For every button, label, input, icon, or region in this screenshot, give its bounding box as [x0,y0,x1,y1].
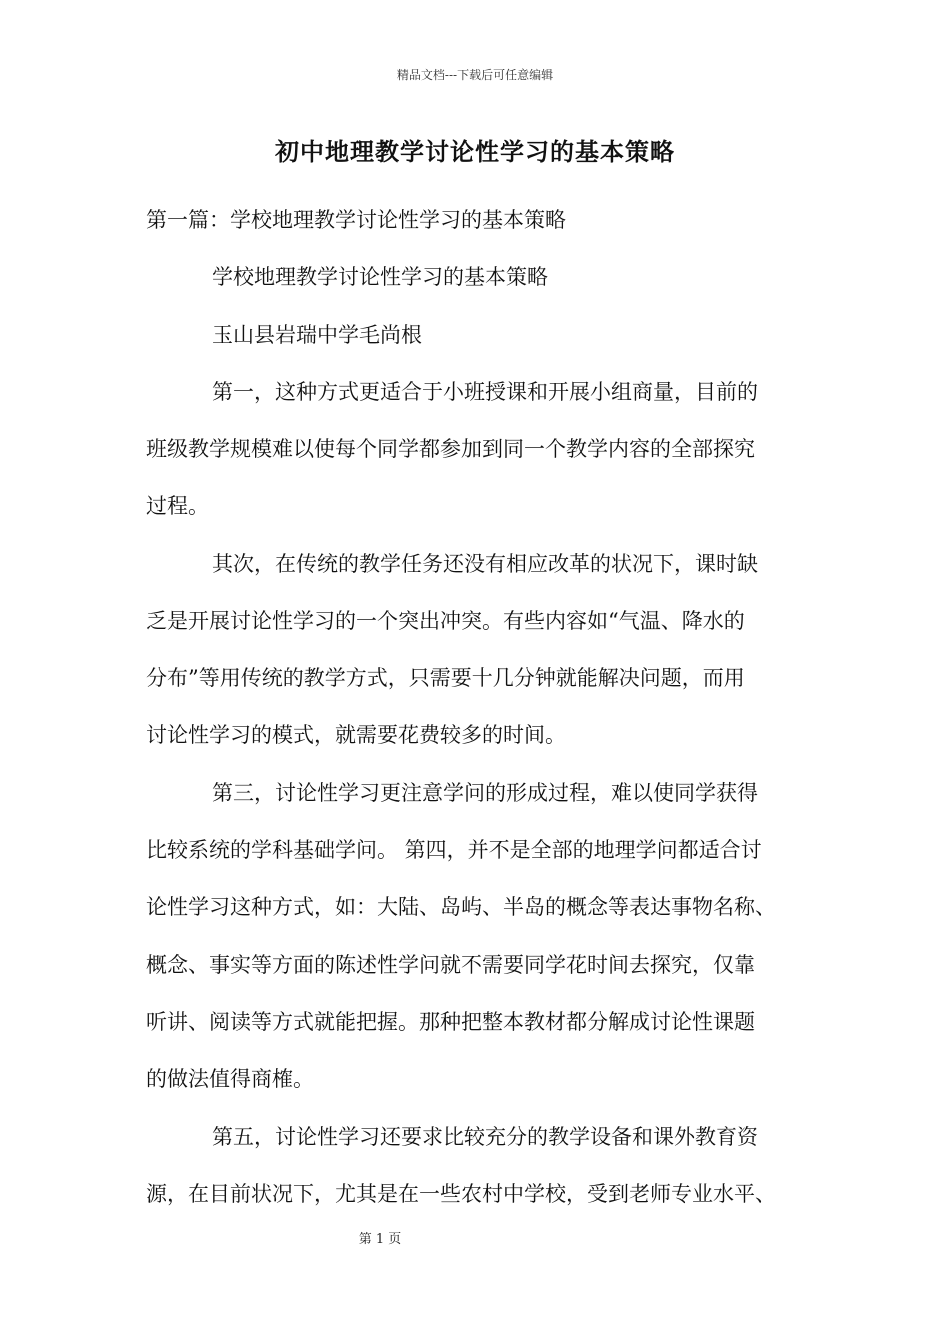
paragraph-line: 讨论性学习的模式，就需要花费较多的时间。 [146,723,566,747]
section-heading: 第一篇：学校地理教学讨论性学习的基本策略 [146,208,566,232]
page-number: 第 1 页 [358,1232,402,1247]
paragraph-line: 过程。 [146,494,209,518]
paragraph-line: 论性学习这种方式，如：大陆、岛屿、半岛的概念等表达事物名称、 [146,895,776,919]
paragraph-line: 听讲、阅读等方式就能把握。那种把整本教材都分解成讨论性课题 [146,1010,755,1034]
article-title: 学校地理教学讨论性学习的基本策略 [212,265,548,289]
paragraph-line: 的做法值得商榷。 [146,1067,314,1091]
paragraph-line: 第一，这种方式更适合于小班授课和开展小组商量，目前的 [212,380,758,404]
document-title: 初中地理教学讨论性学习的基本策略 [275,137,675,166]
paragraph-line: 源，在目前状况下，尤其是在一些农村中学校，受到老师专业水平、 [146,1182,776,1206]
paragraph-line: 概念、事实等方面的陈述性学问就不需要同学花时间去探究，仅靠 [146,953,755,977]
paragraph-line: 第三，讨论性学习更注意学问的形成过程，难以使同学获得 [212,781,758,805]
paragraph-line: 其次，在传统的教学任务还没有相应改革的状况下，课时缺 [212,552,758,576]
author-line: 玉山县岩瑞中学毛尚根 [212,323,422,347]
paragraph-line: 比较系统的学科基础学问。 第四，并不是全部的地理学问都适合讨 [146,838,762,862]
header-note: 精品文档---下载后可任意编辑 [396,68,554,82]
paragraph-line: 分布”等用传统的教学方式，只需要十几分钟就能解决问题，而用 [146,666,745,690]
paragraph-line: 乏是开展讨论性学习的一个突出冲突。有些内容如“气温、降水的 [146,609,745,633]
paragraph-line: 第五，讨论性学习还要求比较充分的教学设备和课外教育资 [212,1125,758,1149]
paragraph-line: 班级教学规模难以使每个同学都参加到同一个教学内容的全部探究 [146,437,755,461]
